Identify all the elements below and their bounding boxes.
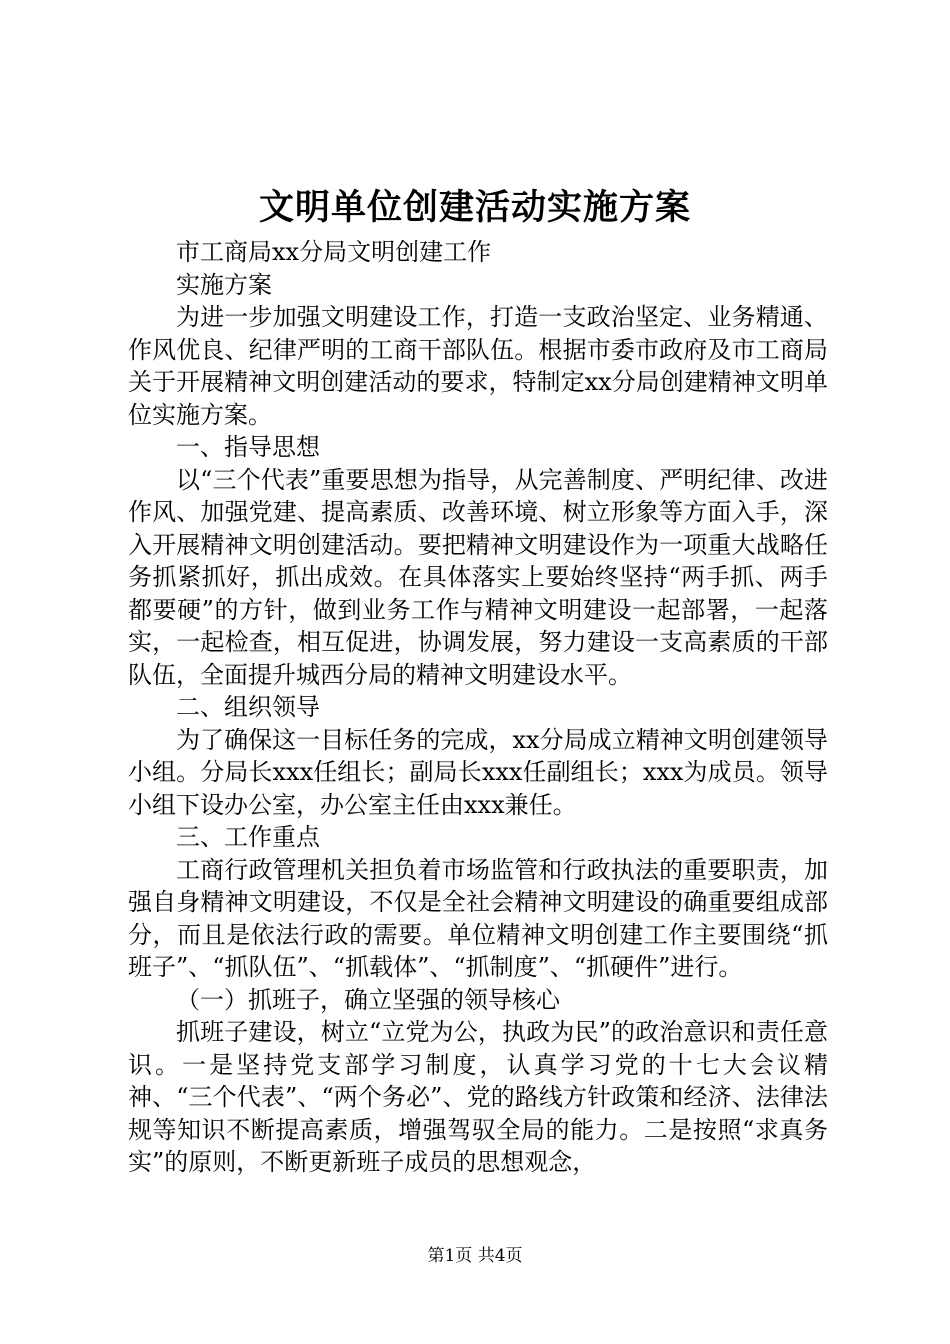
paragraph-leadership: 抓班子建设，树立“立党为公，执政为民”的政治意识和责任意识。一是坚持党支部学习制度，认真学习党的十七大会议精神、“三个代表”、“两个务必”、党的路线方针政策和经济、法律法规等知识不断提高素质，增强驾驭全局的能力。二是按照“求真务实”的原则，不断更新班子成员的思想观念， [128, 1018, 828, 1176]
paragraph-guiding-thought: 以“三个代表”重要思想为指导，从完善制度、严明纪律、改进作风、加强党建、提高素质、改善环境、树立形象等方面入手，深入开展精神文明创建活动。要把精神文明建设作为一项重大战略任务抓紧抓好，抓出成效。在具体落实上要始终坚持“两手抓、两手都要硬”的方针，做到业务工作与精神文明建设一起部署，一起落实，一起检查，相互促进，协调发展，努力建设一支高素质的干部队伍，全面提升城西分局的精神文明建设水平。 [128, 465, 828, 689]
section-heading-guiding-thought: 一、指导思想 [176, 433, 320, 461]
document-body [128, 236, 828, 1179]
page-number-footer: 第1页 共4页 [427, 1246, 523, 1266]
subsection-heading-leadership: （一）抓班子，确立坚强的领导核心 [176, 985, 560, 1014]
section-heading-organization: 二、组织领导 [176, 693, 320, 721]
paragraph-work-focus: 工商行政管理机关担负着市场监管和行政执法的重要职责，加强自身精神文明建设，不仅是全社会精神文明建设的确重要组成部分，而且是依法行政的需要。单位精神文明创建工作主要围绕“抓班子”、“抓队伍”、“抓载体”、“抓制度”、“抓硬件”进行。 [128, 855, 828, 981]
section-heading-work-focus: 三、工作重点 [176, 823, 320, 851]
paragraph-subtitle: 实施方案 [176, 270, 272, 299]
document-title: 文明单位创建活动实施方案 [258, 187, 691, 228]
paragraph-intro: 为进一步加强文明建设工作，打造一支政治坚定、业务精通、作风优良、纪律严明的工商干部队伍。根据市委市政府及市工商局关于开展精神文明创建活动的要求，特制定xx分局创建精神文明单位实施方案。 [128, 303, 828, 429]
paragraph-org: 市工商局xx分局文明创建工作 [176, 238, 492, 266]
paragraph-organization: 为了确保这一目标任务的完成，xx分局成立精神文明创建领导小组。分局长xxx任组长；副局长xxx任副组长；xxx为成员。领导小组下设办公室，办公室主任由xxx兼任。 [128, 725, 828, 819]
